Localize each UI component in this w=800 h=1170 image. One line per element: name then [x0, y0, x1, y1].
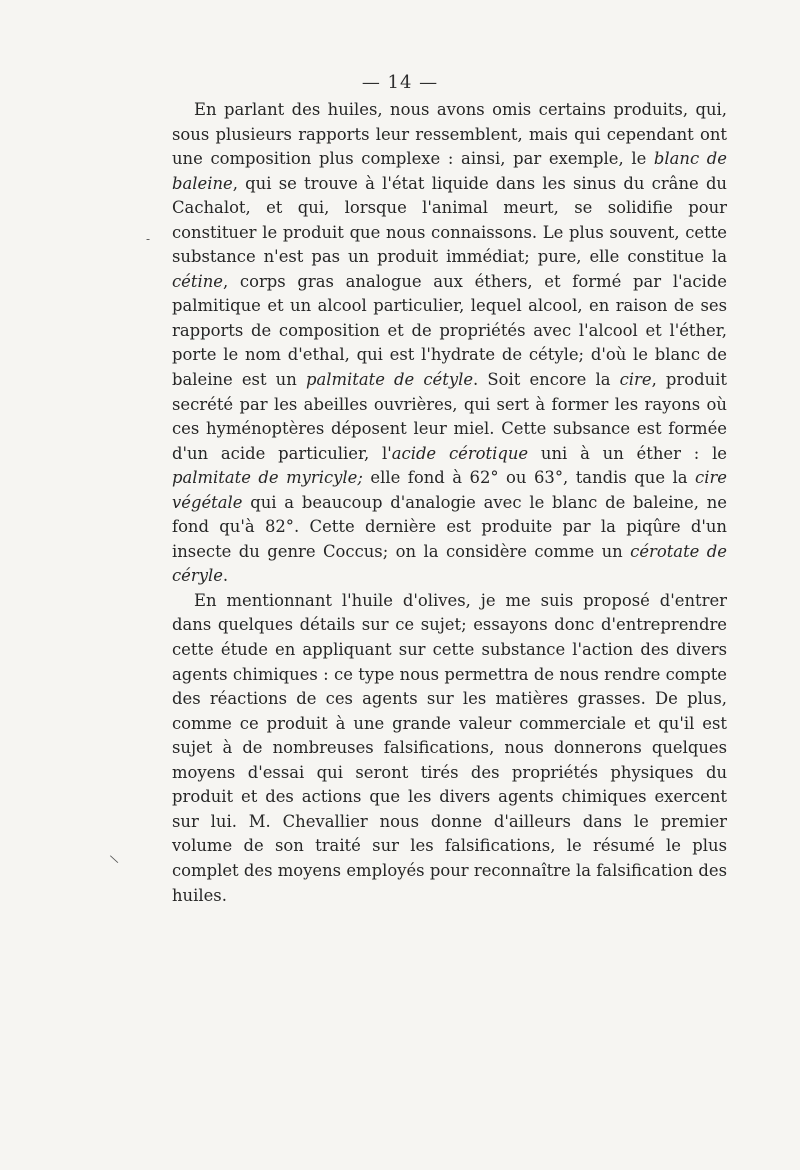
p1-italic-cerotate-de-ceryle: cérotate de céryle [172, 541, 727, 586]
p1-italic-blanc-de-baleine: blanc de baleine [172, 149, 727, 193]
p1-italic-cetine: cétine [172, 271, 223, 291]
p1-text-7: elle fond à 62° ou 63°, tandis que la [362, 468, 696, 488]
margin-tick: \ [108, 851, 120, 867]
paragraph-2: En mentionnant l'huile d'olives, je me suis proposé d'entrer dans quelques détails sur ce sujet; essayons donc d'entreprendre cette étude en appliquant sur cette substance l'action des divers agents chimiques : ce type nous permettra de nous rendre compte des réactions de ces agents sur les matières grasses. De plus, comme ce produit à une grande valeur commerciale et qu'il est sujet à de nombreuses falsifications, nous donnerons quelques moyens d'essai qui seront tirés des propriétés physiques du produit et des actions que les divers agents chimiques exercent sur lui. M. Chevallier nous donne d'ailleurs dans le premier volume de son traité sur les falsifications, le résumé le plus complet des moyens employés pour reconnaître la falsification des huiles. [172, 590, 727, 905]
p1-text-3: , corps gras analogue aux éthers, et formé par l'acide palmitique et un alcool particulier, lequel alcool, en raison de ses rapports de composition et de propriétés avec l'alcool et l'éther, porte le nom d'ethal, qui est l'hydrate de cétyle; d'où le blanc de baleine est un [172, 271, 727, 390]
p1-italic-palmitate-de-cetyle: palmitate de cétyle [305, 370, 474, 390]
p1-italic-palmitate-de-myricyle: palmitate de myricyle; [172, 468, 363, 488]
page-number: — 14 — [361, 72, 439, 93]
margin-dot: - [146, 232, 151, 246]
p1-italic-acide-cerotique: acide cérotique [391, 443, 529, 463]
paragraph-1 [172, 98, 727, 589]
p1-italic-cire: cire [619, 370, 652, 390]
p1-text-2: , qui se trouve à l'état liquide dans les sinus du crâne du Cachalot, et qui, lorsque l'animal meurt, se solidifie pour constituer le produit que nous connaissons. Le plus souvent, cette substance n'est pas un produit immédiat; pure, elle constitue la [172, 173, 727, 267]
p1-text-1: En parlant des huiles, nous avons omis certains produits, qui, sous plusieurs rapports leur ressemblent, mais qui cependant ont une composition plus complexe : ainsi, par exemple, le [172, 100, 727, 169]
p1-text-9: . [222, 566, 229, 586]
p1-text-5: , produit secrété par les abeilles ouvrières, qui sert à former les rayons où ces hyménoptères déposent leur miel. Cette subsance est formée d'un acide particulier, l' [172, 370, 728, 463]
p1-text-8: qui a beaucoup d'analogie avec le blanc de baleine, ne fond qu'à 82°. Cette dernière est produite par la piqûre d'un insecte du genre Coccus; on la considère comme un [172, 492, 727, 561]
p1-text-6: uni à un éther : le [528, 443, 728, 463]
body-text [172, 98, 727, 908]
p1-text-4: . Soit encore la [473, 370, 620, 390]
p1-italic-cire-vegetale: cire végétale [172, 468, 727, 512]
